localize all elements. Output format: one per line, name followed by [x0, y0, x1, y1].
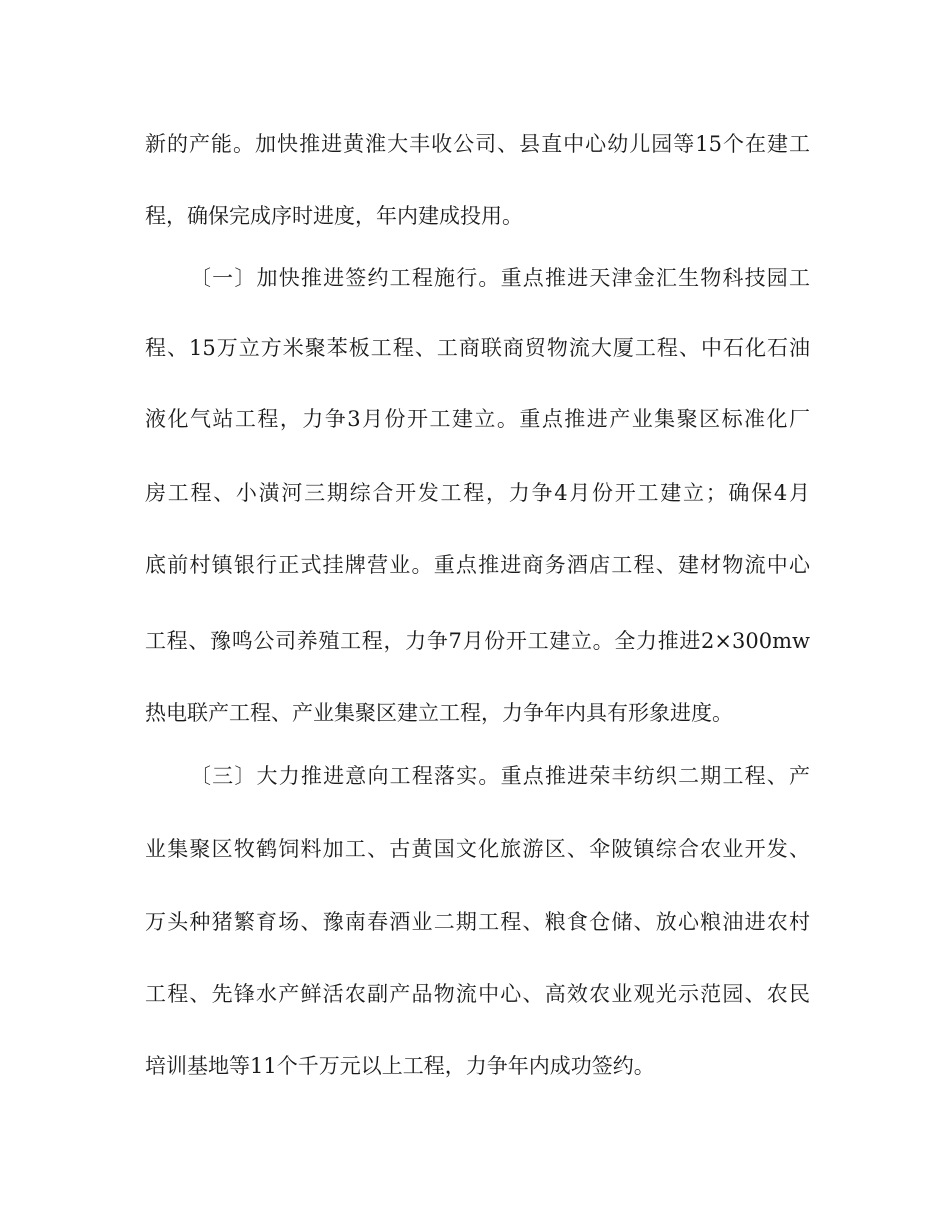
paragraph-line: 房工程、小潢河三期综合开发工程，力争4月份开工建立；确保4月 [145, 481, 810, 505]
paragraph-line: 工程、先锋水产鲜活农副产品物流中心、高效农业观光示范园、农民 [145, 982, 810, 1006]
paragraph-line: 液化气站工程，力争3月份开工建立。重点推进产业集聚区标准化厂 [145, 407, 810, 431]
paragraph-line: 〔三〕大力推进意向工程落实。重点推进荣丰纺织二期工程、产 [190, 764, 810, 788]
paragraph-line: 热电联产工程、产业集聚区建立工程，力争年内具有形象进度。 [145, 701, 733, 725]
paragraph-line: 〔一〕加快推进签约工程施行。重点推进天津金汇生物科技园工 [190, 266, 810, 290]
paragraph-line: 工程、豫鸣公司养殖工程，力争7月份开工建立。全力推进2×300mw [145, 629, 810, 653]
paragraph-line: 程，确保完成序时进度，年内建成投用。 [145, 204, 523, 228]
paragraph-line: 底前村镇银行正式挂牌营业。重点推进商务酒店工程、建材物流中心 [145, 553, 810, 577]
paragraph-line: 万头种猪繁育场、豫南春酒业二期工程、粮食仓储、放心粮油进农村 [145, 910, 810, 934]
paragraph-line: 培训基地等11个千万元以上工程，力争年内成功签约。 [145, 1054, 655, 1078]
paragraph-line: 新的产能。加快推进黄淮大丰收公司、县直中心幼儿园等15个在建工 [145, 132, 810, 156]
paragraph-line: 业集聚区牧鹤饲料加工、古黄国文化旅游区、伞陂镇综合农业开发、 [145, 837, 810, 861]
paragraph-line: 程、15万立方米聚苯板工程、工商联商贸物流大厦工程、中石化石油 [145, 336, 810, 360]
